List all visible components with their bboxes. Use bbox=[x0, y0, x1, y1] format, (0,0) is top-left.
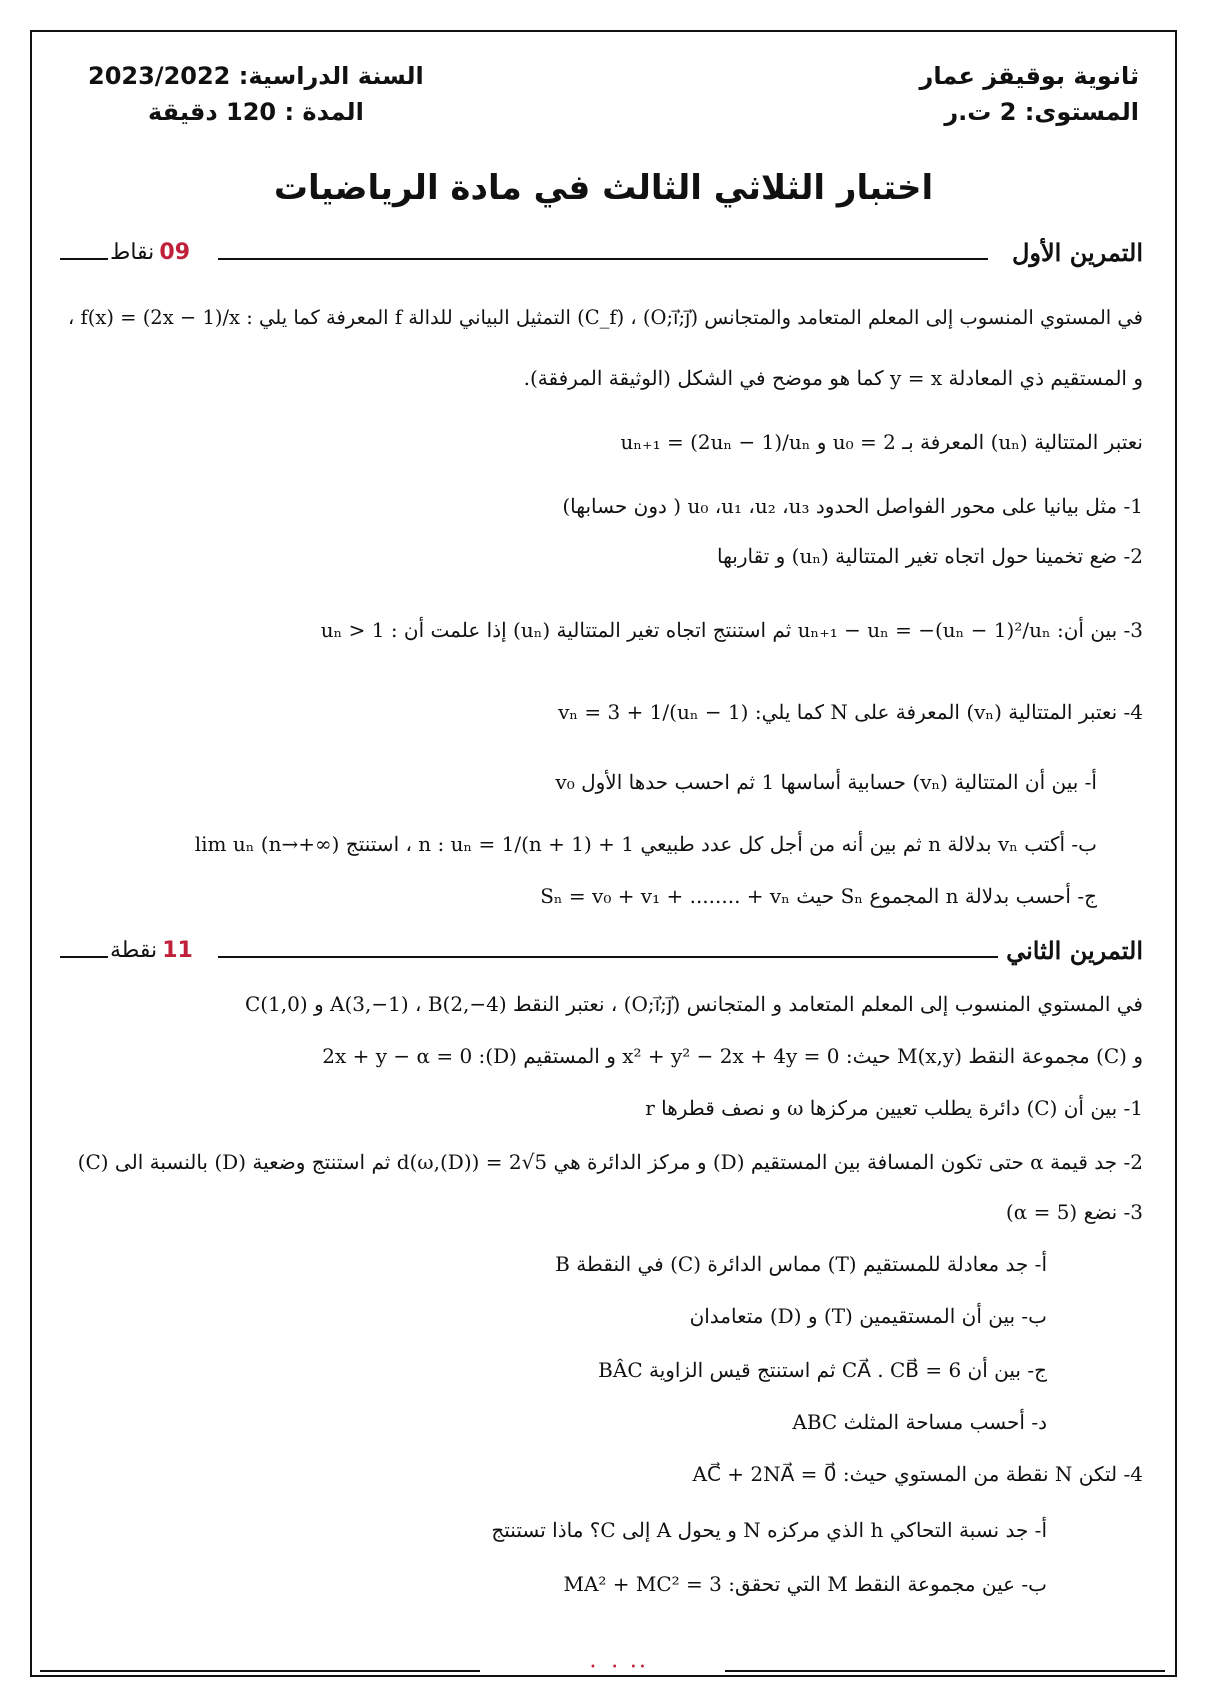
exercise2-points bbox=[110, 938, 193, 963]
ex2-question-4b: ب- عين مجموعة النقط M التي تحقق: MA² + MC² = 3 bbox=[563, 1572, 1047, 1596]
ex2-question-3b: ب- بين أن المستقيمين (T) و (D) متعامدان bbox=[689, 1304, 1047, 1328]
ex2-question-3c: ج- بين أن CA⃗ . CB⃗ = 6 ثم استنتج قيس الزاوية BÂC bbox=[598, 1358, 1047, 1382]
ex1-question-4: 4- نعتبر المتتالية (vₙ) المعرفة على N كما يلي: vₙ = 3 + 1/(uₙ − 1) bbox=[558, 700, 1143, 724]
exercise2-points-number: 11 bbox=[162, 938, 193, 963]
ex1-line-1: في المستوي المنسوب إلى المعلم المتعامد والمتجانس (O;i⃗;j⃗) ، (C_f) التمثيل البياني للدالة f المعرفة كما يلي : f(x) = (2x − 1)/x ، bbox=[68, 306, 1143, 329]
ex2-line-1: في المستوي المنسوب إلى المعلم المتعامد و المتجانس (O;i⃗;j⃗) ، نعتبر النقط A(3,−1) ، B(2,−4) و C(1,0) bbox=[244, 992, 1143, 1016]
exercise1-title: التمرين الأول bbox=[1011, 238, 1143, 267]
ex2-question-3a: أ- جد معادلة للمستقيم (T) مماس الدائرة (C) في النقطة B bbox=[555, 1252, 1047, 1276]
footer-rule-left bbox=[40, 1670, 480, 1672]
exercise1-divider bbox=[218, 258, 988, 260]
ex2-question-1: 1- بين أن (C) دائرة يطلب تعيين مركزها ω و نصف قطرها r bbox=[645, 1096, 1143, 1120]
ex2-question-3d: د- أحسب مساحة المثلث ABC bbox=[792, 1410, 1047, 1434]
exercise1-points-word: نقاط bbox=[110, 240, 155, 265]
ex1-question-4a: أ- بين أن المتتالية (vₙ) حسابية أساسها 1 ثم احسب حدها الأول v₀ bbox=[555, 770, 1097, 794]
exercise2-left-rule bbox=[60, 956, 108, 958]
ex1-question-4c: ج- أحسب بدلالة n المجموع Sₙ حيث Sₙ = v₀ + v₁ + ........ + vₙ bbox=[540, 884, 1097, 908]
exercise2-title: التمرين الثاني bbox=[1006, 936, 1143, 965]
ex1-line-3: نعتبر المتتالية (uₙ) المعرفة بـ u₀ = 2 و uₙ₊₁ = (2uₙ − 1)/uₙ bbox=[620, 430, 1143, 454]
exercise2-points-word: نقطة bbox=[110, 938, 158, 963]
footer-rule-right bbox=[725, 1670, 1165, 1672]
exercise2-divider bbox=[218, 956, 998, 958]
exercise1-points-number: 09 bbox=[159, 240, 191, 265]
ex1-question-3: 3- بين أن: uₙ₊₁ − uₙ = −(uₙ − 1)²/uₙ ثم استنتج اتجاه تغير المتتالية (uₙ) إذا علمت أن : uₙ > 1 bbox=[320, 618, 1143, 642]
ex2-line-2: و (C) مجموعة النقط M(x,y) حيث: x² + y² − 2x + 4y = 0 و المستقيم (D): 2x + y − α = 0 bbox=[322, 1044, 1143, 1068]
exam-title: اختبار الثلاثي الثالث في مادة الرياضيات bbox=[273, 168, 934, 208]
exercise1-points bbox=[110, 240, 190, 265]
ex2-question-2: 2- جد قيمة α حتى تكون المسافة بين المستقيم (D) و مركز الدائرة هي d(ω,(D)) = 2√5 ثم استنتج وضعية (D) بالنسبة الى (C) bbox=[77, 1150, 1143, 1174]
footer-dots: • • • • bbox=[590, 1662, 646, 1673]
ex2-question-3: 3- نضع (α = 5) bbox=[1005, 1200, 1143, 1224]
ex1-question-4b: ب- أكتب vₙ بدلالة n ثم بين أنه من أجل كل عدد طبيعي n : uₙ = 1/(n + 1) + 1 ، استنتج lim uₙ (n→+∞) bbox=[194, 832, 1097, 856]
class-level: المستوى: 2 ت.ر bbox=[944, 98, 1139, 126]
school-name: ثانوية بوقيقز عمار bbox=[919, 62, 1139, 90]
exercise1-left-rule bbox=[60, 258, 108, 260]
ex1-line-2: و المستقيم ذي المعادلة y = x كما هو موضح في الشكل (الوثيقة المرفقة). bbox=[523, 366, 1143, 390]
ex2-question-4a: أ- جد نسبة التحاكي h الذي مركزه N و يحول A إلى C؟ ماذا تستنتج bbox=[491, 1518, 1047, 1542]
school-year: السنة الدراسية: 2023/2022 bbox=[88, 62, 424, 90]
ex1-question-1: 1- مثل بيانيا على محور الفواصل الحدود u₀ ،u₁ ،u₂ ،u₃ ( دون حسابها) bbox=[562, 494, 1143, 518]
ex1-question-2: 2- ضع تخمينا حول اتجاه تغير المتتالية (uₙ) و تقاربها bbox=[716, 544, 1143, 568]
ex2-question-4: 4- لتكن N نقطة من المستوي حيث: AC⃗ + 2NA⃗ = 0⃗ bbox=[692, 1462, 1143, 1486]
exam-duration: المدة : 120 دقيقة bbox=[148, 98, 364, 126]
